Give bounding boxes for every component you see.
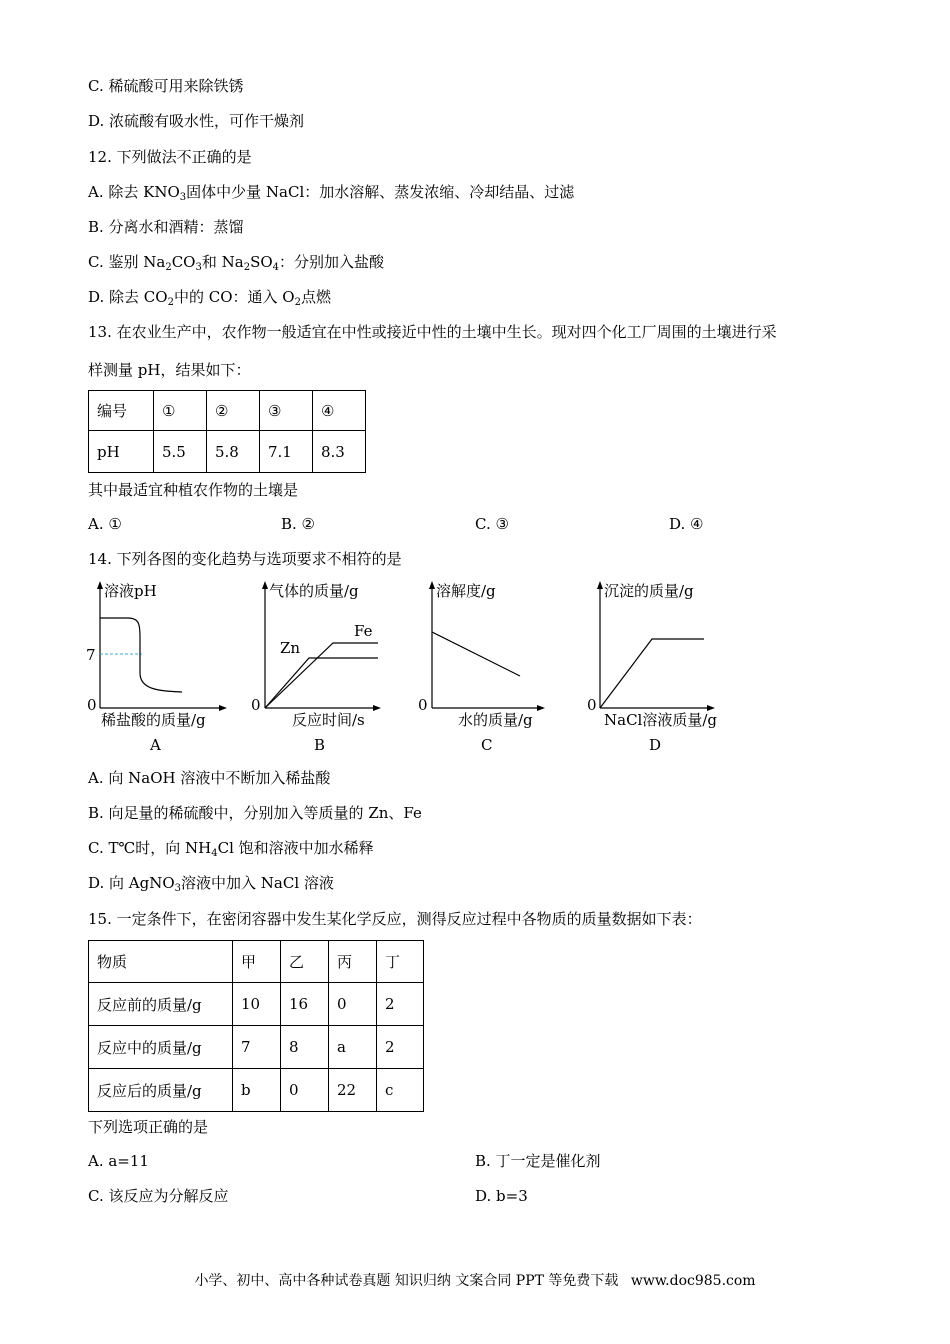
- table-cell: 7: [233, 1026, 281, 1069]
- q13-option-a: A. ①: [88, 515, 122, 533]
- table-cell: 7.1: [260, 431, 313, 473]
- q12-option-c: C. 鉴别 $Na_2CO_3$和 $Na_2SO_4$：分别加入盐酸: [88, 253, 385, 273]
- q13-option-b: B. ②: [281, 515, 316, 533]
- tick-7-label: 7: [86, 646, 96, 664]
- q13-option-c: C. ③: [475, 515, 509, 533]
- q14-option-c: C. T℃时，向 $NH_4Cl$ 饱和溶液中加水稀释: [88, 839, 374, 859]
- x-axis-label: NaCl溶液质量/g: [604, 711, 717, 729]
- zn-line: [265, 658, 378, 708]
- y-axis-arrow-icon: [262, 581, 268, 589]
- table-cell: 丙: [329, 941, 377, 983]
- q13-ph-table: [88, 390, 366, 473]
- y-axis-arrow-icon: [429, 581, 435, 589]
- footer-url[interactable]: www.doc985.com: [630, 1273, 756, 1289]
- y-axis-arrow-icon: [97, 581, 103, 589]
- q14-graph-c: [414, 578, 554, 760]
- y-axis-arrow-icon: [597, 581, 603, 589]
- q14-graph-b: [248, 578, 388, 760]
- table-cell: 22: [329, 1069, 377, 1112]
- q14-graph-d: [582, 578, 732, 760]
- page-footer: [0, 1270, 950, 1290]
- table-cell: 反应中的质量/g: [89, 1026, 233, 1069]
- table-cell: 0: [281, 1069, 329, 1112]
- q15-question: 下列选项正确的是: [88, 1118, 209, 1136]
- q15-mass-table: [88, 940, 424, 1112]
- x-axis-arrow-icon: [373, 705, 381, 711]
- graph-caption: D: [649, 736, 662, 754]
- table-cell: 反应后的质量/g: [89, 1069, 233, 1112]
- table-cell: 16: [281, 983, 329, 1026]
- origin-label: 0: [587, 696, 597, 714]
- footer-text: 小学、初中、高中各种试卷真题 知识归纳 文案合同 PPT 等免费下载: [194, 1273, 619, 1289]
- q12-option-a: A. 除去 $KNO_3$固体中少量 NaCl：加水溶解、蒸发浓缩、冷却结晶、过滤: [88, 183, 575, 203]
- table-cell: ①: [154, 391, 207, 431]
- table-cell: 5.8: [207, 431, 260, 473]
- table-cell: 8: [281, 1026, 329, 1069]
- q15-stem: 15. 一定条件下，在密闭容器中发生某化学反应，测得反应过程中各物质的质量数据如下表：: [88, 910, 702, 928]
- q12-option-d: D. 除去 $CO_2$中的 CO：通入 $O_2$点燃: [88, 288, 331, 308]
- x-axis-arrow-icon: [219, 705, 227, 711]
- q11-option-c: C. 稀硫酸可用来除铁锈: [88, 77, 244, 95]
- table-cell: 10: [233, 983, 281, 1026]
- x-axis-label: 反应时间/s: [292, 711, 365, 729]
- y-axis-label: 溶液pH: [104, 582, 157, 600]
- table-cell: 乙: [281, 941, 329, 983]
- zn-label: Zn: [280, 639, 301, 657]
- q14-option-a: A. 向 NaOH 溶液中不断加入稀盐酸: [88, 769, 331, 787]
- table-row: [89, 391, 366, 431]
- table-cell: 2: [377, 983, 424, 1026]
- q15-option-d: D. b=3: [475, 1187, 528, 1205]
- q13-option-d: D. ④: [669, 515, 704, 533]
- table-cell: pH: [89, 431, 154, 473]
- q13-question: 其中最适宜种植农作物的土壤是: [88, 481, 299, 499]
- table-cell: a: [329, 1026, 377, 1069]
- table-cell: c: [377, 1069, 424, 1112]
- q14-option-d: D. 向 AgNO$_3$溶液中加入 NaCl 溶液: [88, 874, 334, 894]
- q12-stem: 12. 下列做法不正确的是: [88, 148, 252, 166]
- table-cell: 编号: [89, 391, 154, 431]
- table-cell: 物质: [89, 941, 233, 983]
- q15-option-a: A. a=11: [88, 1152, 149, 1170]
- table-row: [89, 941, 424, 983]
- ph-curve: [100, 618, 182, 692]
- y-axis-label: 沉淀的质量/g: [604, 582, 694, 600]
- x-axis-label: 稀盐酸的质量/g: [101, 711, 206, 729]
- table-cell: 反应前的质量/g: [89, 983, 233, 1026]
- q13-stem-line2: 样测量 pH，结果如下：: [88, 361, 251, 379]
- origin-label: 0: [418, 696, 428, 714]
- graph-caption: B: [314, 736, 326, 754]
- graph-caption: A: [150, 736, 161, 754]
- table-cell: b: [233, 1069, 281, 1112]
- table-cell: ②: [207, 391, 260, 431]
- x-axis-arrow-icon: [537, 705, 545, 711]
- q15-option-b: B. 丁一定是催化剂: [475, 1152, 601, 1170]
- q14-option-b: B. 向足量的稀硫酸中，分别加入等质量的 Zn、Fe: [88, 804, 422, 822]
- solubility-line: [432, 632, 520, 676]
- y-axis-label: 溶解度/g: [436, 582, 496, 600]
- y-axis-label: 气体的质量/g: [269, 582, 359, 600]
- table-row: [89, 1069, 424, 1112]
- table-cell: ④: [313, 391, 366, 431]
- precipitate-line: [600, 639, 704, 708]
- table-row: [89, 1026, 424, 1069]
- x-axis-label: 水的质量/g: [458, 711, 533, 729]
- fe-label: Fe: [354, 622, 373, 640]
- q11-option-d: D. 浓硫酸有吸水性，可作干燥剂: [88, 112, 305, 130]
- q14-stem: 14. 下列各图的变化趋势与选项要求不相符的是: [88, 550, 402, 568]
- table-row: [89, 431, 366, 473]
- graph-caption: C: [481, 736, 493, 754]
- q14-graph-a: [80, 578, 240, 760]
- table-cell: 丁: [377, 941, 424, 983]
- table-cell: 5.5: [154, 431, 207, 473]
- q13-stem-line1: 13. 在农业生产中，农作物一般适宜在中性或接近中性的土壤中生长。现对四个化工厂周围的土壤进行采: [88, 323, 777, 341]
- q15-option-c: C. 该反应为分解反应: [88, 1187, 229, 1205]
- table-row: [89, 983, 424, 1026]
- table-cell: 0: [329, 983, 377, 1026]
- q12-option-b: B. 分离水和酒精：蒸馏: [88, 218, 244, 236]
- table-cell: 8.3: [313, 431, 366, 473]
- table-cell: 2: [377, 1026, 424, 1069]
- table-cell: ③: [260, 391, 313, 431]
- origin-label: 0: [87, 696, 97, 714]
- table-cell: 甲: [233, 941, 281, 983]
- origin-label: 0: [251, 696, 261, 714]
